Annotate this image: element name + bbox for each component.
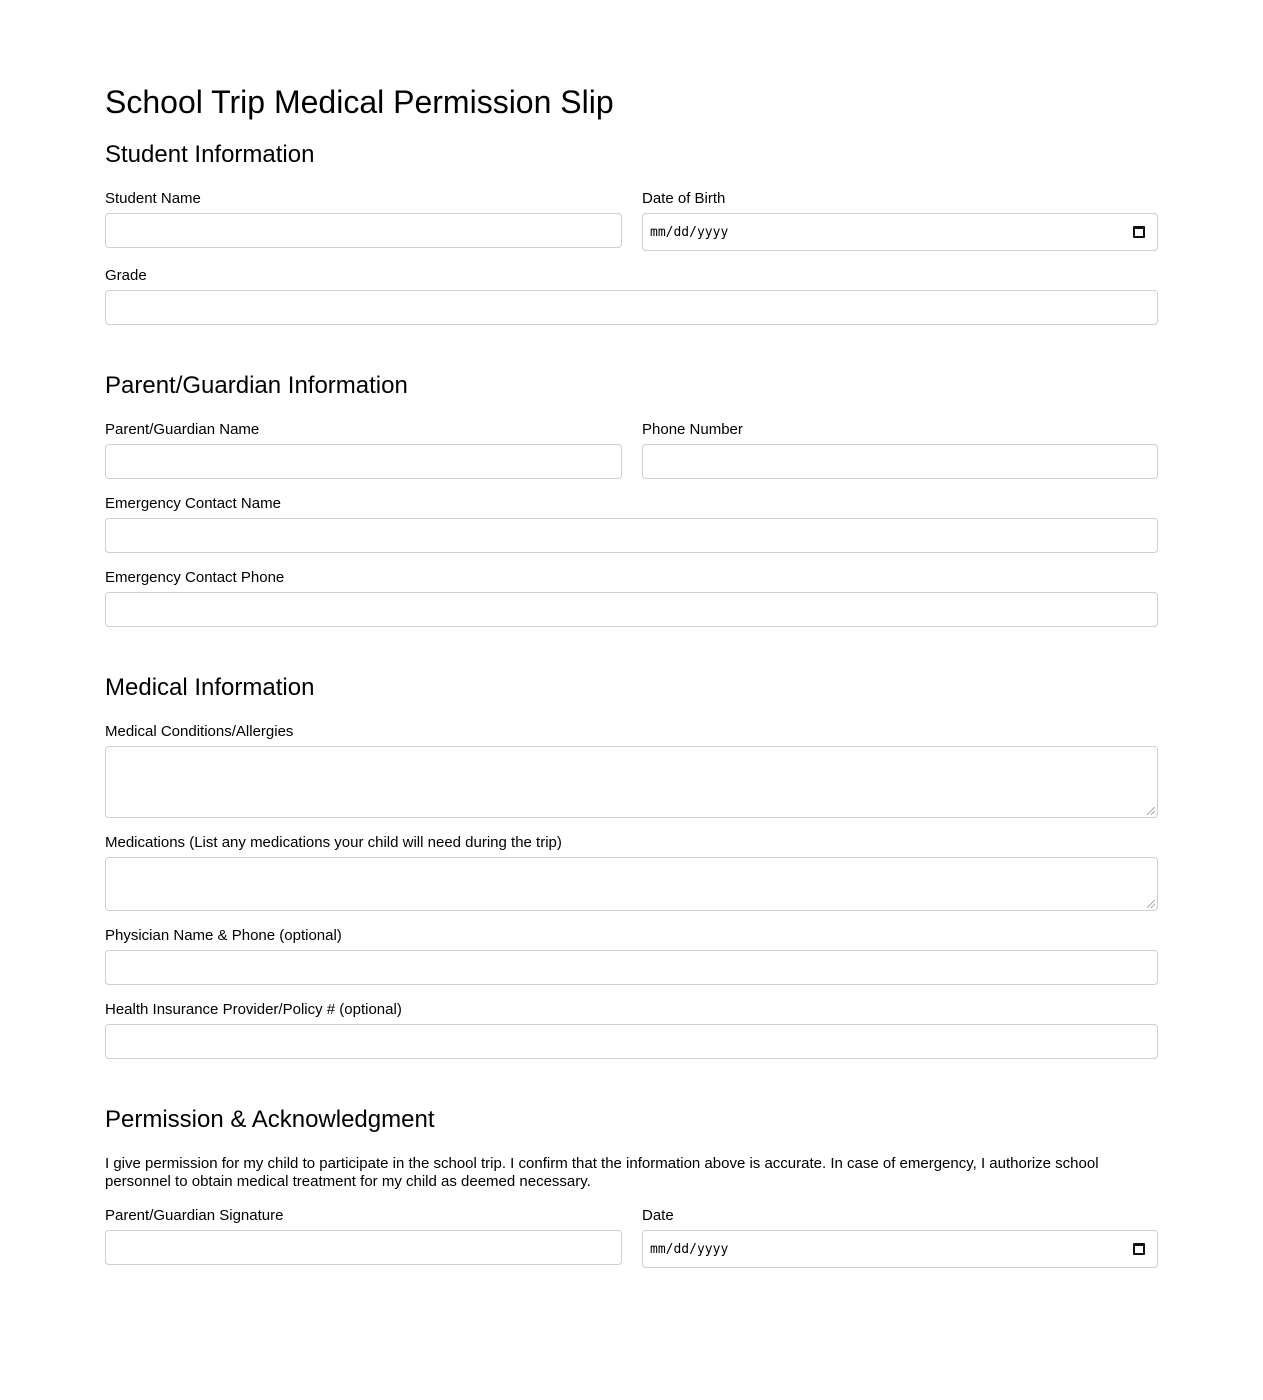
section-heading-permission: Permission & Acknowledgment <box>105 1106 435 1133</box>
physician-input[interactable] <box>105 950 1158 985</box>
emergency-phone-input[interactable] <box>105 592 1158 627</box>
calendar-icon[interactable] <box>1133 1243 1145 1255</box>
phone-input[interactable] <box>642 444 1158 479</box>
calendar-icon[interactable] <box>1133 226 1145 238</box>
student-name-input[interactable] <box>105 213 622 248</box>
dob-label: Date of Birth <box>642 190 726 207</box>
page-title: School Trip Medical Permission Slip <box>105 84 614 120</box>
medications-label: Medications (List any medications your child will need during the trip) <box>105 834 562 851</box>
dob-date-input[interactable] <box>642 213 1158 251</box>
parent-name-label: Parent/Guardian Name <box>105 421 260 438</box>
grade-label: Grade <box>105 267 147 284</box>
phone-label: Phone Number <box>642 421 743 438</box>
signature-input[interactable] <box>105 1230 622 1265</box>
permission-statement: I give permission for my child to participate in the school trip. I confirm that the information above is accurate. In case of emergency, I authorize school personnel to obtain medical treatment for my child as deemed necessary. <box>105 1155 1099 1190</box>
resize-handle-icon[interactable] <box>1147 807 1155 815</box>
emergency-name-label: Emergency Contact Name <box>105 495 281 512</box>
conditions-textarea[interactable] <box>105 746 1158 818</box>
signature-date-input[interactable] <box>642 1230 1158 1268</box>
insurance-input[interactable] <box>105 1024 1158 1059</box>
section-heading-parent: Parent/Guardian Information <box>105 372 408 399</box>
emergency-name-input[interactable] <box>105 518 1158 553</box>
emergency-phone-label: Emergency Contact Phone <box>105 569 285 586</box>
section-heading-medical: Medical Information <box>105 674 315 701</box>
resize-handle-icon[interactable] <box>1147 900 1155 908</box>
student-name-label: Student Name <box>105 190 201 207</box>
physician-label: Physician Name & Phone (optional) <box>105 927 342 944</box>
medications-textarea[interactable] <box>105 857 1158 911</box>
grade-input[interactable] <box>105 290 1158 325</box>
date-placeholder: mm/dd/yyyy <box>650 1241 729 1257</box>
date-label: Date <box>642 1207 674 1224</box>
section-heading-student: Student Information <box>105 141 315 168</box>
signature-label: Parent/Guardian Signature <box>105 1207 284 1224</box>
parent-name-input[interactable] <box>105 444 622 479</box>
insurance-label: Health Insurance Provider/Policy # (optional) <box>105 1001 402 1018</box>
dob-placeholder: mm/dd/yyyy <box>650 224 729 240</box>
conditions-label: Medical Conditions/Allergies <box>105 723 294 740</box>
